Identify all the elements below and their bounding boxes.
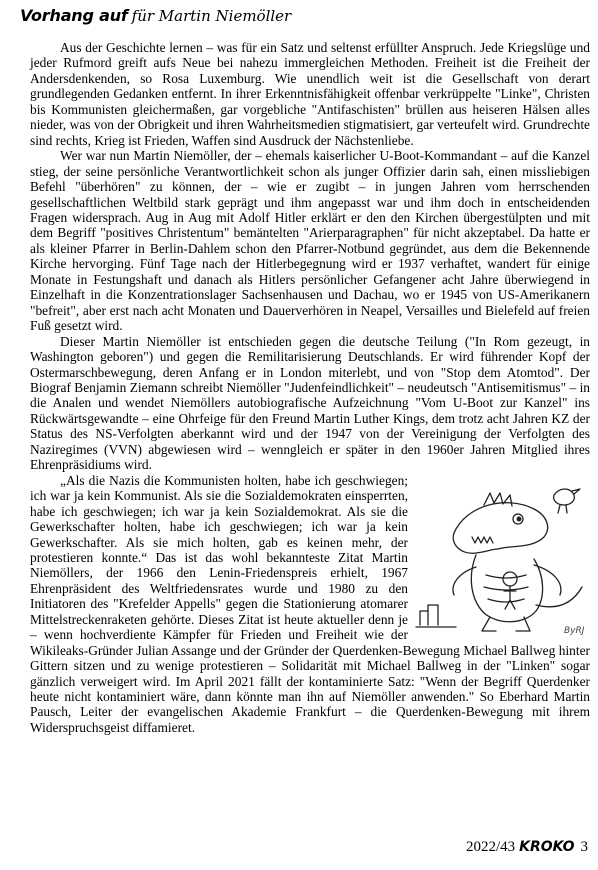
crocodile-cartoon-drawing — [414, 475, 594, 637]
issue-number: 2022/43 — [465, 839, 516, 855]
paragraph-biography: Wer war nun Martin Niemöller, der – ehemals kaiserlicher U-Boot-Kommandant – auf die Kanzel stieg, der seine persönliche Verantwortlichkeit schon als junger Offizier darin sah, einen missliebigen Befehl "überhören" zu können, der – wie er zugibt – in jungen Jahren vom herrschenden gesellschaftlichen Weltbild stark geprägt und ihm angepasst war und ihm doch in entscheidenden Fragen widersprach. Aug in Aug mit Adolf Hitler erklärt er den den Kirchen übergestülpten und mit dem Begriff "positives Christentum" bemäntelten "Arierparagraphen" für nicht akzeptabel. Da hatte er als kleiner Pfarrer in Berlin-Dahlem schon den Pfarrer-Notbund gegründet, aus dem die Bekennende Kirche hervorging. Fünf Tage nach der Hitlerbegegnung wird er 1937 verhaftet, wandert für einige Monate in Festungshaft und danach als Hitlers persönlicher Gefangener acht Jahre überwiegend in Einzelhaft in die Konzentrationslager Sachsenhausen und Dachau, wo er 1945 von US-Amerikanern "befreit", aber erst nach acht Monaten und Dauerverhören in Neapel, Versailles und Bielefeld auf freien Fuß gesetzt wird. — [30, 148, 590, 334]
article-title: Vorhang auf — [20, 6, 128, 25]
article-subtitle: für Martin Niemöller — [131, 7, 292, 25]
paragraph-quote: „Als die Nazis die Kommunisten holten, habe ich geschwiegen; ich war ja kein Kommunist. Als sie die Sozialdemokraten einsperrten, habe ich geschwiegen; ich war ja kein Sozialdemokrat. Als sie die Gewerkschafter holten, habe ich geschwiegen; ich war ja kein Gewerkschafter. Als sie mich holten, gab es keinen mehr, der protestieren konnte.“ Das ist das wohl bekannteste Zitat Martin Niemöllers, der 1966 den Lenin-Friedenspreis erhielt, 1967 Ehrenpräsident des Weltfriedensrates wurde und 1980 zu den Initiatoren des "Krefelder Appells" gegen die Stationierung atomarer Mittelstreckenraketen gehörte. Dieses Zitat ist heute aktueller denn je – wenn hochverdiente Kämpfer für Frieden und Freiheit wie der Wikileaks-Gründer Julian Assange und der Gründer der Querdenken-Bewegung Michael Ballweg hinter Gittern sitzen und zu wenige protestieren – Solidarität mit Michael Ballweg in der "Linken" sogar gänzlich verweigert wird. Im April 2021 fällt der kontaminierte Satz: "Wenn der Begriff Querdenker heute nicht kontaminiert wäre, dann könnte man ihn auf Niemöller anwenden." So Eberhard Martin Pausch, Leiter der evangelischen Akademie Frankfurt – die Querdenken-Bewegung mit ihrem Widerspruchsgeist diffamieret. — [30, 472, 590, 735]
paragraph-intro: Aus der Geschichte lernen – was für ein Satz und seltenst erfüllter Anspruch. Jede Kriegslüge und jeder Rufmord greift aufs Neue bei nahezu immergleichen Methoden. Freiheit ist die Freiheit der Andersdenkenden, so Rosa Luxemburg. Wie unendlich weit ist die Gesellschaft von derart grundlegenden Gedanken entfernt. In ihrer Erkenntnisfähigkeit offenbar verkrüppelte "Linke", Christen bis Kommunisten gleichermaßen, gar vorgebliche "Antifaschisten" brüllen aus heiseren Hälsen alles nieder, was von der Obrigkeit und ihren Wahrheitsmedien stigmatisiert, gar verteufelt wird. Grundrechte sind rechts, Krieg ist Frieden, Waffen sind Ausdruck der Nächstenliebe. — [30, 40, 590, 148]
article-header — [20, 6, 291, 30]
article-body — [30, 40, 590, 735]
paragraph-postwar: Dieser Martin Niemöller ist entschieden gegen die deutsche Teilung ("In Rom gezeugt, in Washington geboren") und gegen die Remilitarisierung Deutschlands. Er wird führender Kopf der Ostermarschbewegung, deren Anfang er in London miterlebt, und von "Stop dem Atomtod". Der Biograf Benjamin Ziemann schreibt Niemöller "Judenfeindlichkeit" – neudeutsch "Antisemitismus" – in die Analen und wendet Niemöllers autobiografische Aufzeichnung "Vom U-Boot zur Kanzel" ins Rückwärtsgewandte – eine Ohrfeige für den Freund Martin Luther Kings, dem trotz acht Jahren KZ der Status des NS-Verfolgten aberkannt wird und der 1947 von der Vereinigung der Verfolgten des Naziregimes (VVN) abgewiesen wird – wenngleich er später in den 1960er Jahren Mitglied ihres Ehrenpräsidiums wird. — [30, 333, 590, 473]
page-number: 3 — [580, 839, 588, 855]
artist-signature: ByRJ — [564, 625, 585, 636]
magazine-brand-logo: KROKO — [519, 839, 575, 855]
crocodile-cartoon-illustration — [414, 475, 594, 637]
page-footer — [466, 839, 588, 856]
